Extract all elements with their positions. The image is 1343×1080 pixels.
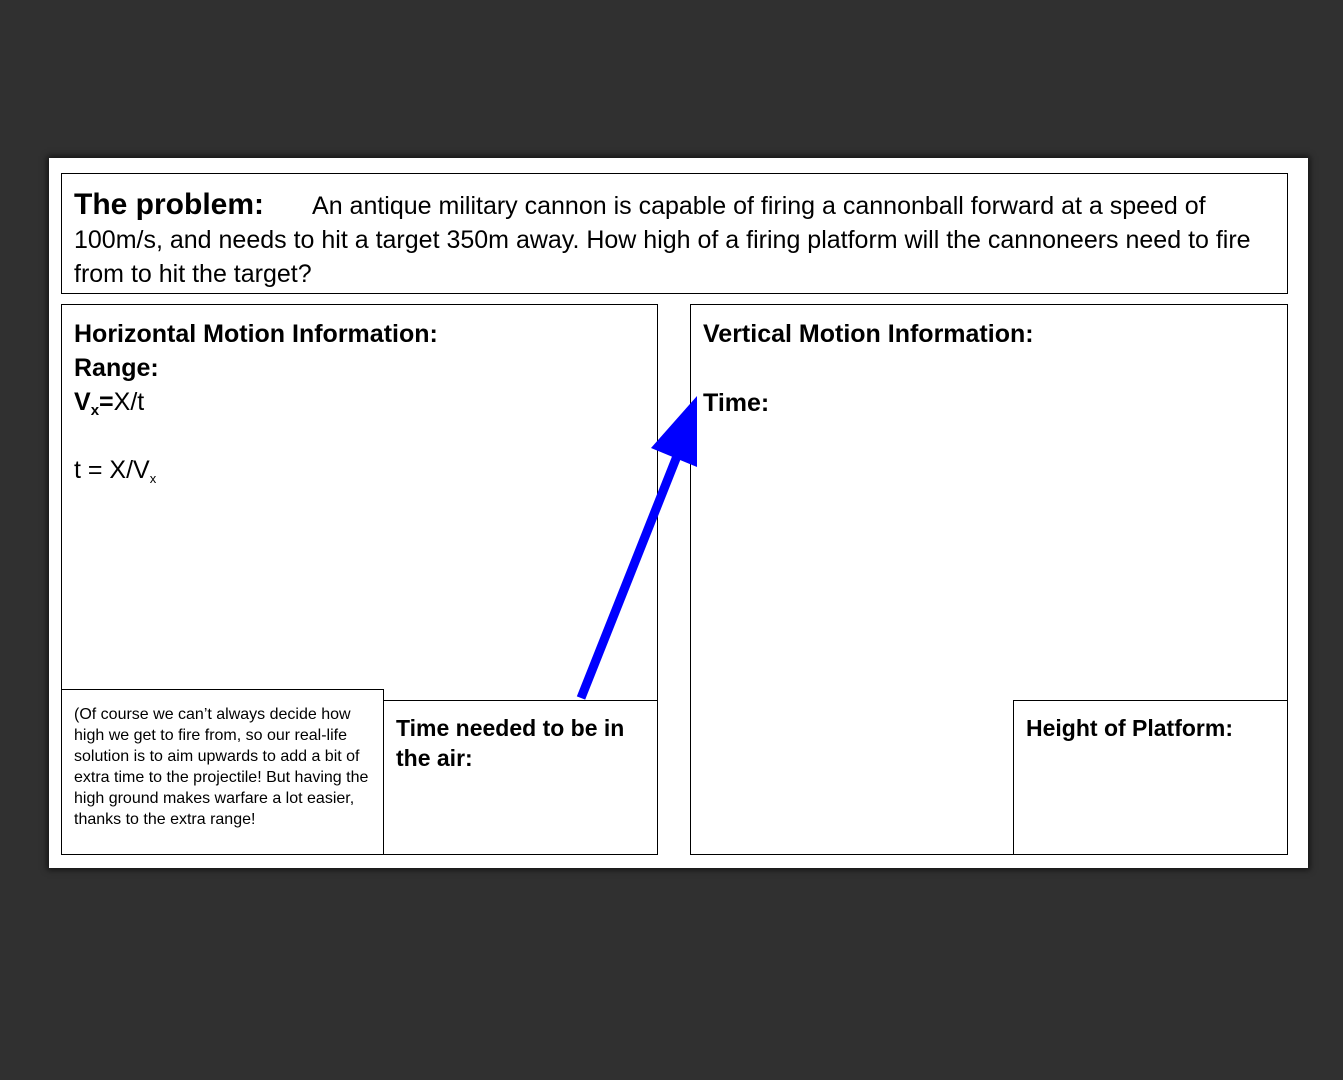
height-label: Height of Platform: [1026,715,1233,741]
time-equation-subscript: x [149,471,157,486]
horizontal-title: Horizontal Motion Information: [74,320,438,348]
velocity-equation [74,385,144,419]
equals-sign: = [99,388,114,416]
range-label: Range: [74,354,159,382]
velocity-subscript: x [90,402,100,419]
problem-text: An antique military cannon is capable of firing a cannonball forward at a speed of 100m/s, and needs to hit a target 350m away. How high of a firing platform will the cannoneers need to fire from to hit the target? [74,192,1251,288]
problem-box [61,173,1288,294]
problem-statement [74,188,1274,291]
note-box [61,689,384,855]
note-text: (Of course we can’t always decide how high we get to fire from, so our real-life solution is to aim upwards to add a bit of extra time to the projectile! But having the high ground makes warfare a lot easier, thanks to the extra range! [74,706,369,828]
time-equation [74,453,156,487]
time-needed-label: Time needed to be in the air: [396,715,625,771]
vertical-title: Vertical Motion Information: [703,320,1034,348]
height-box [1013,700,1288,855]
time-equation-lhs: t = X/V [74,456,150,484]
time-label: Time: [703,389,770,417]
velocity-symbol: V [74,388,91,416]
time-needed-box [383,700,658,855]
slide [49,158,1308,868]
problem-label: The problem: [74,188,265,221]
velocity-rhs: X/t [113,388,145,416]
